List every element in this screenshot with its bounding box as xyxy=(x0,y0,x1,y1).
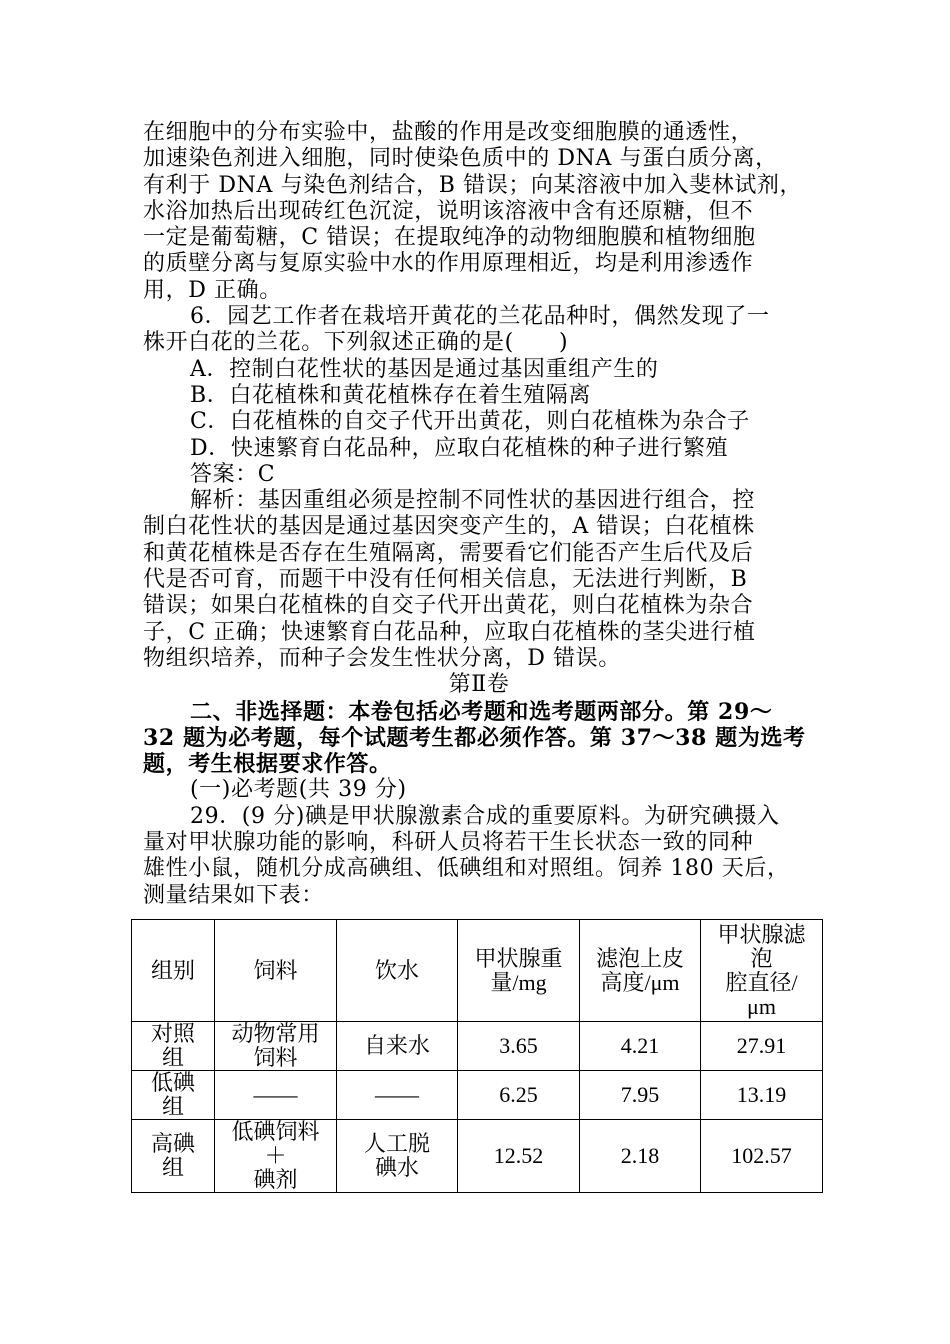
analysis-line: 解析：基因重组必须是控制不同性状的基因进行组合，控 xyxy=(190,488,756,514)
table-cell: 低碘 组 xyxy=(132,1071,215,1120)
table-cell: 自来水 xyxy=(337,1022,458,1071)
table-header-row xyxy=(132,920,823,1022)
table-cell: —— xyxy=(215,1071,337,1120)
section-heading: 32 题为必考题，每个试题考生都必须作答。第 37～38 题为选考 xyxy=(143,724,806,751)
analysis-line: 和黄花植株是否存在生殖隔离，需要看它们能否产生后代及后 xyxy=(143,540,754,566)
section-heading: 二、非选择题：本卷包括必考题和选考题两部分。第 29～ xyxy=(190,698,773,725)
header-cell: 滤泡上皮 高度/μm xyxy=(580,920,701,1022)
text-line: 有利于 DNA 与染色剂结合，B 错误；向某溶液中加入斐林试剂， xyxy=(143,172,803,198)
analysis-line: 物组织培养，而种子会发生性状分离，D 错误。 xyxy=(143,645,621,671)
text-line: 的质壁分离与复原实验中水的作用原理相近，均是利用渗透作 xyxy=(143,251,754,277)
text-line: 水浴加热后出现砖红色沉淀，说明该溶液中含有还原糖，但不 xyxy=(143,198,754,224)
text-line: 在细胞中的分布实验中，盐酸的作用是改变细胞膜的通透性， xyxy=(143,120,754,145)
question-29-stem: 测量结果如下表： xyxy=(143,882,324,908)
table-cell: 27.91 xyxy=(701,1022,823,1071)
table-row xyxy=(132,1022,823,1071)
option-b: B．白花植株和黄花植株存在着生殖隔离 xyxy=(190,382,591,408)
question-29-stem: 量对甲状腺功能的影响，科研人员将若干生长状态一致的同种 xyxy=(143,830,754,856)
option-d: D．快速繁育白花品种，应取白花植株的种子进行繁殖 xyxy=(190,435,729,461)
option-a: A．控制白花性状的基因是通过基因重组产生的 xyxy=(190,356,659,382)
analysis-line: 子，C 正确；快速繁育白花品种，应取白花植株的茎尖进行植 xyxy=(143,619,756,645)
document-body xyxy=(143,120,815,909)
results-table xyxy=(131,919,823,1193)
header-cell: 甲状腺滤 泡 腔直径/ μm xyxy=(701,920,823,1022)
analysis-line: 制白花性状的基因是通过基因突变产生的，A 错误；白花植株 xyxy=(143,514,755,540)
header-cell: 饮水 xyxy=(337,920,458,1022)
question-29-stem: 29．(9 分)碘是甲状腺激素合成的重要原料。为研究碘摄入 xyxy=(190,803,780,829)
table-cell: 6.25 xyxy=(458,1071,580,1120)
analysis-line: 错误；如果白花植株的自交子代开出黄花，则白花植株为杂合 xyxy=(143,593,754,619)
table-cell: 对照 组 xyxy=(132,1022,215,1071)
table-cell: 低碘饲料 ＋ 碘剂 xyxy=(215,1120,337,1193)
table-cell: 3.65 xyxy=(458,1022,580,1071)
table-cell: 动物常用 饲料 xyxy=(215,1022,337,1071)
text-line: 用，D 正确。 xyxy=(143,277,282,303)
table-cell: 2.18 xyxy=(580,1120,701,1193)
section-heading: 题，考生根据要求作答。 xyxy=(143,751,392,778)
text-line: 加速染色剂进入细胞，同时使染色质中的 DNA 与蛋白质分离， xyxy=(143,146,778,172)
question-6-stem: 株开白花的兰花。下列叙述正确的是( ) xyxy=(143,330,569,356)
question-29-stem: 雄性小鼠，随机分成高碘组、低碘组和对照组。饲养 180 天后， xyxy=(143,856,790,882)
section-title: 第Ⅱ卷 xyxy=(448,672,510,698)
table-cell: 高碘 组 xyxy=(132,1120,215,1193)
table-cell: 12.52 xyxy=(458,1120,580,1193)
table-row xyxy=(132,1120,823,1193)
subsection-heading: (一)必考题(共 39 分) xyxy=(190,777,407,803)
header-cell: 饲料 xyxy=(215,920,337,1022)
table-cell: —— xyxy=(337,1071,458,1120)
header-cell: 组别 xyxy=(132,920,215,1022)
table-cell: 人工脱 碘水 xyxy=(337,1120,458,1193)
analysis-line: 代是否可育，而题干中没有任何相关信息，无法进行判断，B xyxy=(143,567,748,593)
option-c: C．白花植株的自交子代开出黄花，则白花植株为杂合子 xyxy=(190,409,750,435)
table-cell: 102.57 xyxy=(701,1120,823,1193)
table-cell: 13.19 xyxy=(701,1071,823,1120)
header-cell: 甲状腺重 量/mg xyxy=(458,920,580,1022)
answer: 答案：C xyxy=(190,461,276,487)
table-cell: 7.95 xyxy=(580,1071,701,1120)
question-6-stem: 6．园艺工作者在栽培开黄花的兰花品种时，偶然发现了一 xyxy=(190,304,770,330)
table-row xyxy=(132,1071,823,1120)
text-line: 一定是葡萄糖，C 错误；在提取纯净的动物细胞膜和植物细胞 xyxy=(143,225,756,251)
table-cell: 4.21 xyxy=(580,1022,701,1071)
